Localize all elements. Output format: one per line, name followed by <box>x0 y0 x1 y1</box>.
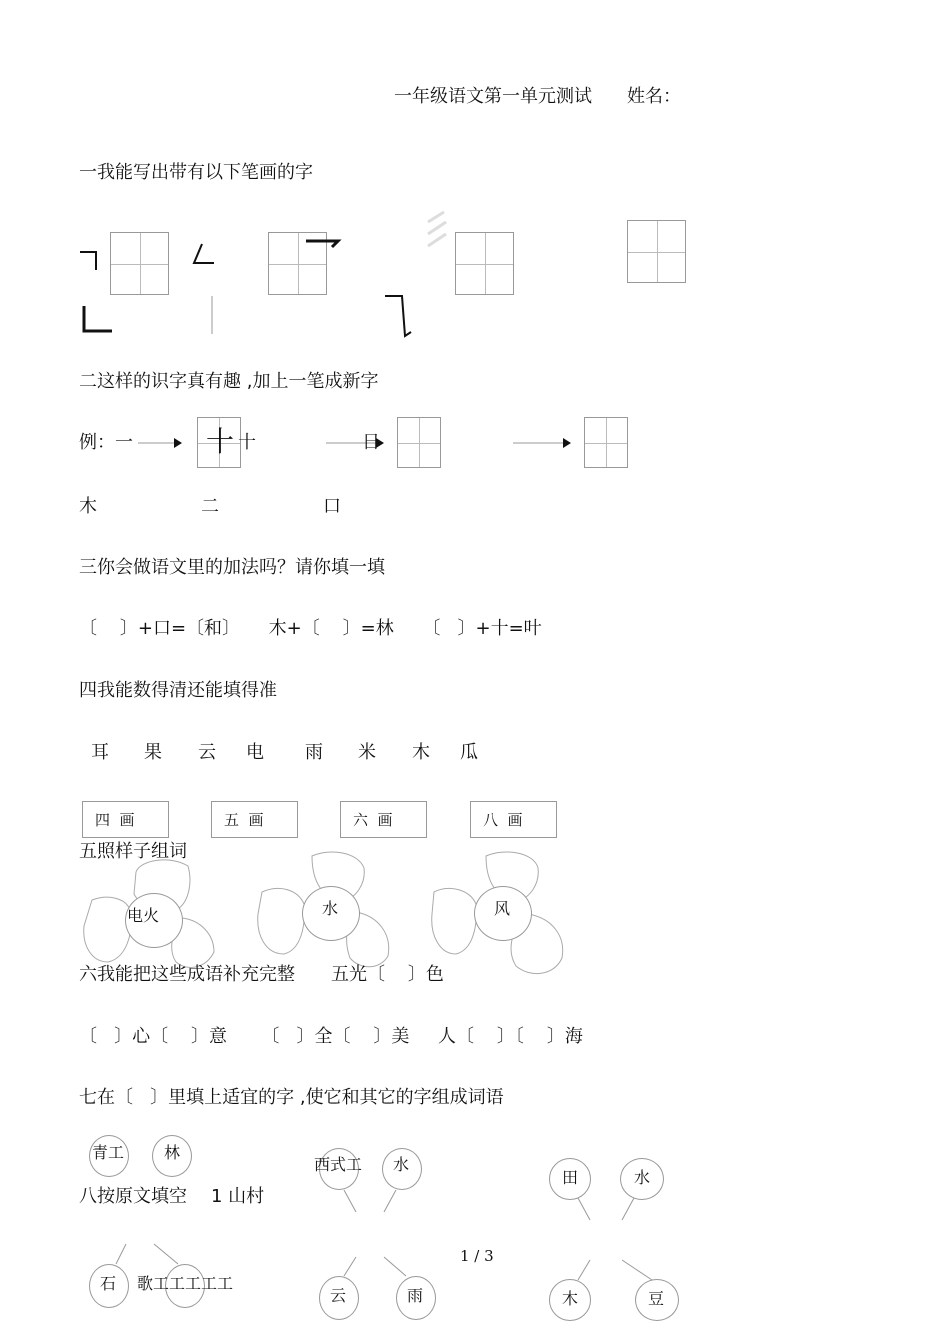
section-4-heading: 四我能数得清还能填得准 <box>79 680 277 701</box>
section-3-heading: 三你会做语文里的加法吗？请你填一填 <box>79 557 385 578</box>
base-char: 口 <box>323 496 341 517</box>
circle-word: 林 <box>164 1143 181 1162</box>
stroke-count-box[interactable]: 四 画 <box>82 801 169 838</box>
circle-word: 木 <box>562 1289 579 1308</box>
section-5-heading: 五照样子组词 <box>79 841 187 862</box>
arrow-icon <box>174 438 182 448</box>
stroke-count-box[interactable]: 八 画 <box>470 801 557 838</box>
stroke-faded-icon <box>428 212 446 246</box>
circle-word: 西式工 <box>314 1155 363 1174</box>
section-8-heading: 八按原文填空 <box>79 1186 187 1207</box>
writing-grid[interactable] <box>397 417 441 468</box>
char-item: 米 <box>358 742 376 763</box>
writing-grid[interactable] <box>584 417 628 468</box>
char-item: 耳 <box>91 742 109 763</box>
idiom-line[interactable]: 〔 〕心〔 〕意 〔 〕全〔 〕美 人〔 〕〔 〕海 <box>79 1026 583 1047</box>
circle-word: 歌工工工工工 <box>137 1274 234 1293</box>
stroke-henggou-icon <box>306 241 338 247</box>
name-label: 姓名： <box>627 86 681 107</box>
example-answer: 十 <box>206 425 235 458</box>
arrow-icon <box>563 438 571 448</box>
char-item: 木 <box>412 742 430 763</box>
flower-word: 风 <box>494 899 511 918</box>
circle-word: 青工 <box>92 1143 125 1162</box>
connector-lines <box>116 1190 652 1280</box>
base-char: 二 <box>201 496 219 517</box>
test-title: 一年级语文第一单元测试 <box>394 86 592 107</box>
stroke-shuzhe-icon <box>84 306 112 331</box>
flower-word: 电火 <box>127 906 160 925</box>
idiom-first[interactable]: 五光〔 〕色 <box>331 964 444 985</box>
addition-line[interactable]: 〔 〕+口=〔和〕 木+〔 〕=林 〔 〕+十=叶 <box>79 618 542 639</box>
base-char: 木 <box>79 496 97 517</box>
item-ri: 日 <box>362 432 380 453</box>
stroke-count-box[interactable]: 六 画 <box>340 801 427 838</box>
section-1-heading: 一我能写出带有以下笔画的字 <box>79 162 313 183</box>
page-number: 1 / 3 <box>460 1247 494 1265</box>
char-item: 雨 <box>305 742 323 763</box>
circle-word: 雨 <box>407 1286 424 1305</box>
example-answer-copy: 十 <box>238 432 256 453</box>
circle-word: 田 <box>562 1168 579 1187</box>
stroke-hengzhegou-icon <box>385 296 411 336</box>
circle-word: 豆 <box>648 1289 665 1308</box>
char-item: 果 <box>144 742 162 763</box>
char-item: 电 <box>246 742 264 763</box>
example-prefix: 例：一 <box>79 432 133 453</box>
circle-word: 水 <box>634 1168 651 1187</box>
section-7-heading: 七在〔 〕里填上适宜的字 ,使它和其它的字组成词语 <box>79 1087 504 1108</box>
stroke-piezhe-icon <box>194 244 214 263</box>
stroke-count-box[interactable]: 五 画 <box>211 801 298 838</box>
section-2-heading: 二这样的识字真有趣 ,加上一笔成新字 <box>79 371 379 392</box>
section-8-item: 1 山村 <box>211 1186 265 1207</box>
flower-word: 水 <box>322 899 339 918</box>
char-item: 瓜 <box>460 742 478 763</box>
circle-word: 云 <box>330 1286 347 1305</box>
circle-word: 石 <box>100 1274 117 1293</box>
stroke-hengzhe-icon <box>80 252 96 270</box>
char-item: 云 <box>198 742 216 763</box>
circle-word: 水 <box>393 1155 410 1174</box>
section-6-heading: 六我能把这些成语补充完整 <box>79 964 295 985</box>
